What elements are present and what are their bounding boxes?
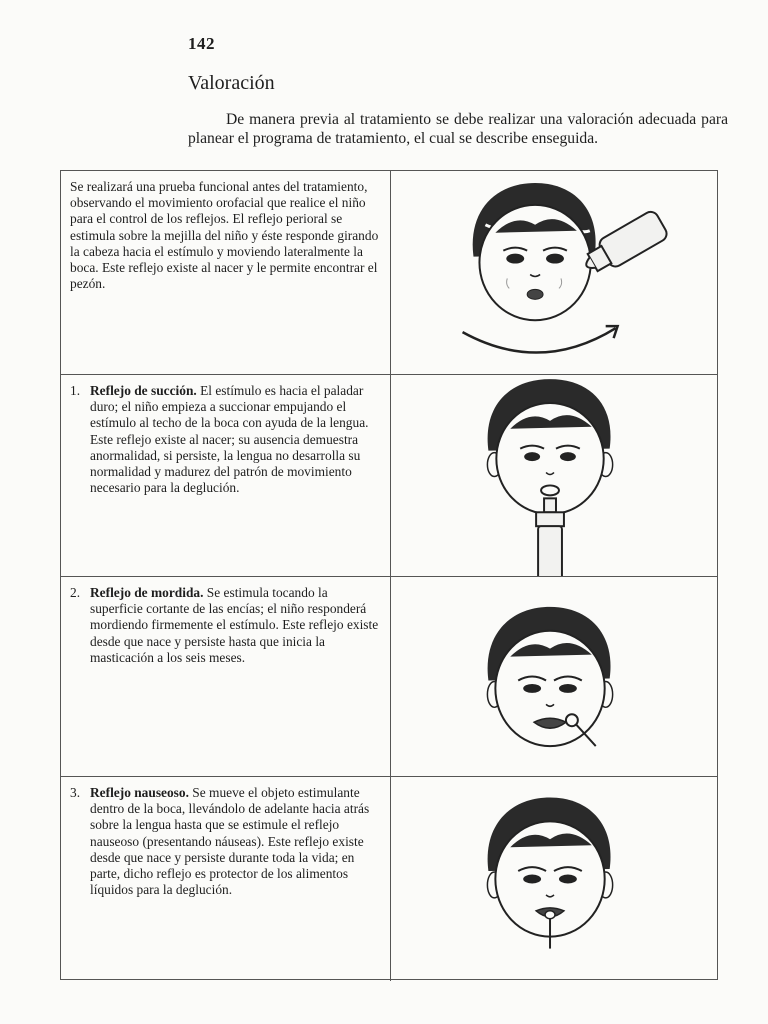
reflex-name: Reflejo de mordida. bbox=[90, 585, 204, 600]
illustration-cell bbox=[391, 577, 717, 776]
illustration-cell bbox=[391, 171, 717, 374]
reflex-item bbox=[70, 585, 382, 666]
reflex-item bbox=[70, 785, 382, 898]
text-cell bbox=[61, 171, 391, 374]
item-number: 3. bbox=[70, 785, 81, 800]
intro-paragraph: De manera previa al tratamiento se debe realizar una valoración adecuada para planear el programa de tratamiento, el cual se describe enseguida. bbox=[188, 111, 728, 147]
table-row-perioral bbox=[61, 171, 717, 375]
table-row-mordida bbox=[61, 577, 717, 777]
item-body bbox=[90, 383, 382, 496]
text-cell bbox=[61, 577, 391, 776]
illustration-cell bbox=[391, 375, 717, 576]
text-cell bbox=[61, 777, 391, 981]
baby-face-bottle-mouth-illustration bbox=[391, 375, 717, 576]
item-body bbox=[90, 785, 382, 898]
baby-face-bottle-cheek-illustration bbox=[391, 171, 717, 374]
reflex-description: Se mueve el objeto estimulante dentro de la boca, llevándolo de adelante hacia atrás sobre la lengua hasta que se estimule el reflejo nauseoso (presentando náuseas). Este reflejo existe desde que nace y persiste durante toda la vida; en parte, dicho reflejo es protector de los alimentos líquidos para la deglución. bbox=[90, 785, 370, 898]
reflex-name: Reflejo nauseoso. bbox=[90, 785, 189, 800]
table-row-nauseoso bbox=[61, 777, 717, 981]
illustration-cell bbox=[391, 777, 717, 981]
item-number: 2. bbox=[70, 585, 81, 600]
table-row-succion bbox=[61, 375, 717, 577]
text-cell bbox=[61, 375, 391, 576]
reflex-name: Reflejo de succión. bbox=[90, 383, 197, 398]
baby-face-bite-stimulus-illustration bbox=[391, 577, 717, 776]
item-number: 1. bbox=[70, 383, 81, 398]
section-title: Valoración bbox=[188, 72, 275, 94]
reflex-item bbox=[70, 383, 382, 496]
item-body bbox=[90, 585, 382, 666]
baby-face-gag-stimulus-illustration bbox=[391, 777, 717, 981]
perioral-description: Se realizará una prueba funcional antes del tratamiento, observando el movimiento orofacial que realice el niño para el control de los reflejos. El reflejo perioral se estimula sobre la mejilla del niño y éste responde girando la cabeza hacia el estímulo y moviendo lateralmente la boca. Este reflejo existe al nacer y le permite encontrar el pezón. bbox=[70, 179, 379, 292]
reflex-description: El estímulo es hacia el paladar duro; el niño empieza a succionar empujando el estímulo al techo de la boca con ayuda de la lengua. Este reflejo existe al nacer; su ausencia demuestra anormalidad, si persiste, la lengua no desarrolla su normalidad y madurez del patrón de movimiento necesario para la deglución. bbox=[90, 383, 369, 496]
page-number: 142 bbox=[188, 34, 215, 53]
reflex-table bbox=[60, 170, 718, 980]
reflex-description: Se estimula tocando la superficie cortante de las encías; el niño responderá mordiendo firmemente el estímulo. Este reflejo existe desde que nace y persiste hasta que inicia la masticación a los seis meses. bbox=[90, 585, 379, 665]
